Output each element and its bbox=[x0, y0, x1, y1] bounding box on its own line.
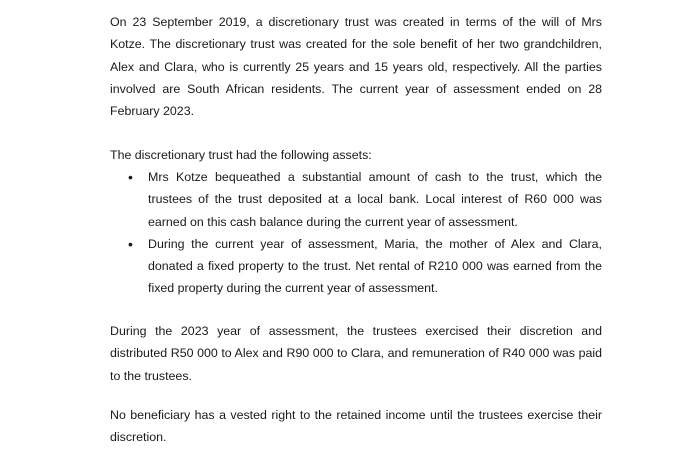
paragraph-distributions: During the 2023 year of assessment, the trustees exercised their discretion and distributed R50 000 to Alex and R90 000 to Clara, and remuneration of R40 000 was paid to the trustees. bbox=[110, 324, 602, 383]
paragraph-assets-intro: The discretionary trust had the following assets: bbox=[110, 148, 372, 162]
paragraph-vested-right: No beneficiary has a vested right to the retained income until the trustees exercise their discretion. bbox=[110, 408, 602, 445]
list-item bbox=[126, 233, 602, 300]
bullet-icon: • bbox=[128, 235, 133, 252]
list-item bbox=[126, 166, 602, 233]
bullet-icon: • bbox=[128, 169, 133, 185]
bullet-text-cash: Mrs Kotze bequeathed a substantial amount of cash to the trust, which the trustees of the trust deposited at a local bank. Local interest of R60 000 was earned on this cash balance during the current year of assessment. bbox=[148, 170, 602, 229]
assets-bullet-list bbox=[126, 166, 602, 300]
bullet-text-property: During the current year of assessment, Maria, the mother of Alex and Clara, donated a fixed property to the trust. Net rental of R210 000 was earned from the fixed property during the current year of assessment. bbox=[148, 236, 602, 296]
paragraph-trust-creation: On 23 September 2019, a discretionary trust was created in terms of the will of Mrs Kotze. The discretionary trust was created for the sole benefit of her two grandchildren, Alex and Clara, who is currently 25 years and 15 years old, respectively. All the parties involved are South African residents. The current year of assessment ended on 28 February 2023. bbox=[110, 15, 602, 119]
